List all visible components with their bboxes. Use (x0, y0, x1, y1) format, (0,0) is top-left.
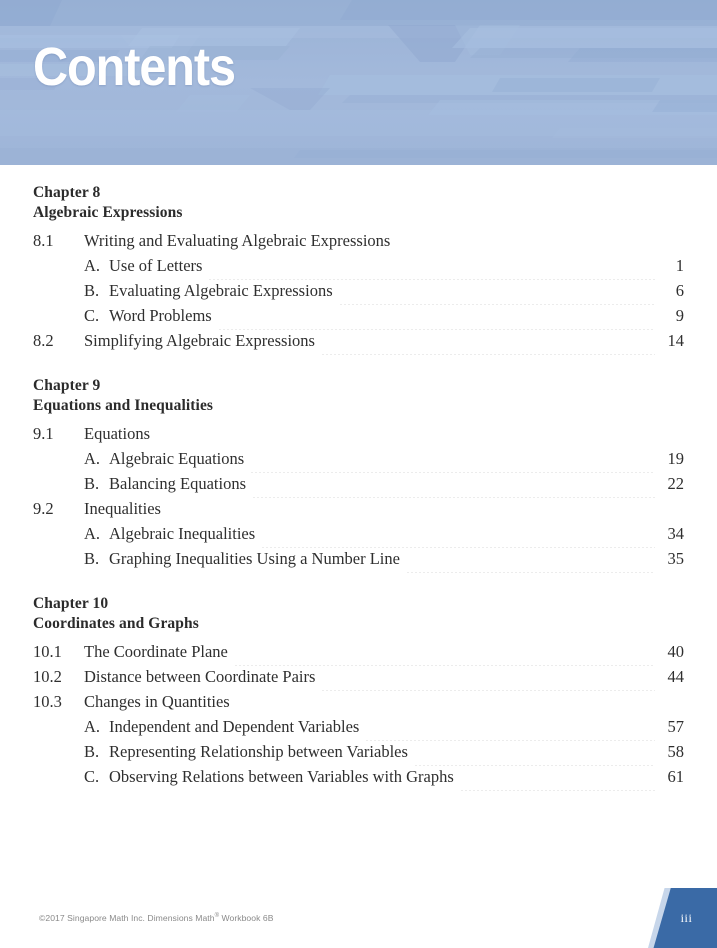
section-spacer (0, 576, 717, 594)
entry-number: A. (84, 523, 101, 543)
entry-number: A. (84, 716, 101, 736)
dot-leader (208, 279, 655, 280)
dot-leader (252, 497, 655, 498)
toc-entry[interactable] (0, 666, 717, 694)
entry-label: Equations (84, 423, 150, 443)
chapter-label: Chapter 8 (33, 184, 101, 201)
dot-leader (261, 547, 655, 548)
entry-number: 8.1 (33, 230, 54, 250)
chapter-title: Algebraic Expressions (33, 204, 183, 222)
dot-leader (365, 740, 655, 741)
toc-entry[interactable] (0, 716, 717, 744)
chapter-heading (33, 594, 717, 635)
entry-label: Distance between Coordinate Pairs (84, 666, 316, 686)
entry-number: A. (84, 255, 101, 275)
entry-number: A. (84, 448, 101, 468)
dot-leader (414, 765, 655, 766)
toc-entry[interactable] (0, 448, 717, 476)
toc-entry[interactable] (0, 305, 717, 333)
entry-page: 61 (667, 766, 684, 786)
toc-entry[interactable] (0, 523, 717, 551)
entry-page: 6 (675, 280, 684, 300)
entry-label: Simplifying Algebraic Expressions (84, 330, 315, 350)
entry-label: Independent and Dependent Variables (109, 716, 360, 736)
entry-number: 10.1 (33, 641, 62, 661)
chapter-title: Coordinates and Graphs (33, 615, 199, 633)
page-number: iii (680, 910, 693, 925)
footer-copyright (39, 913, 273, 923)
entry-number: B. (84, 280, 100, 300)
toc-entry[interactable] (0, 423, 717, 451)
entry-page: 34 (667, 523, 684, 543)
chapter-heading (33, 183, 717, 224)
dot-leader (321, 354, 655, 355)
chapter-heading (33, 376, 717, 417)
entry-label: Algebraic Equations (109, 448, 245, 468)
toc-entry[interactable] (0, 741, 717, 769)
toc-entry[interactable] (0, 473, 717, 501)
chapter-label: Chapter 9 (33, 376, 101, 394)
dot-leader (156, 447, 655, 448)
dot-leader (396, 254, 655, 255)
entry-number: B. (84, 548, 100, 568)
toc-entry[interactable] (0, 498, 717, 526)
entry-number: B. (84, 741, 100, 761)
entry-page: 14 (667, 330, 684, 350)
entry-number: 10.3 (33, 691, 62, 711)
dot-leader (218, 329, 655, 330)
entry-label: Algebraic Inequalities (109, 523, 256, 543)
entry-page: 40 (667, 641, 684, 661)
entry-page: 1 (675, 255, 684, 275)
entry-number: B. (84, 473, 100, 493)
entry-label: Balancing Equations (109, 473, 247, 493)
entry-page: 22 (667, 473, 684, 493)
toc-entry[interactable] (0, 330, 717, 358)
dot-leader (339, 304, 655, 305)
dot-leader (236, 715, 655, 716)
dot-leader (321, 690, 655, 691)
chapter-block (0, 376, 717, 576)
entry-page: 35 (667, 548, 684, 568)
entry-page: 9 (675, 305, 684, 325)
entry-label: Evaluating Algebraic Expressions (109, 280, 333, 300)
copyright-suffix: Workbook 6B (219, 913, 274, 923)
entry-number: 8.2 (33, 330, 54, 350)
page-number-corner-tab (648, 888, 717, 948)
dot-leader (460, 790, 655, 791)
dot-leader (250, 472, 655, 473)
entry-page: 44 (667, 666, 684, 686)
section-spacer (0, 358, 717, 376)
chapter-entries (0, 230, 717, 358)
registered-mark-icon: ® (214, 913, 220, 920)
entry-number: 10.2 (33, 666, 62, 686)
entry-number: C. (84, 766, 100, 786)
entry-label: Observing Relations between Variables with Graphs (109, 766, 454, 786)
entry-number: 9.1 (33, 423, 54, 443)
chapter-block (0, 594, 717, 794)
entry-page: 57 (667, 716, 684, 736)
entry-page: 19 (667, 448, 684, 468)
entry-page: 58 (667, 741, 684, 761)
entry-number: 9.2 (33, 498, 54, 518)
entry-label: Representing Relationship between Variables (109, 741, 408, 761)
toc-entry[interactable] (0, 230, 717, 258)
dot-leader (234, 665, 655, 666)
entry-label: Use of Letters (109, 255, 203, 275)
entry-label: Writing and Evaluating Algebraic Expressions (84, 230, 391, 250)
table-of-contents (0, 165, 717, 794)
toc-entry[interactable] (0, 641, 717, 669)
entry-label: Changes in Quantities (84, 691, 230, 711)
entry-label: Graphing Inequalities Using a Number Line (109, 548, 400, 568)
toc-entry[interactable] (0, 548, 717, 576)
entry-label: Inequalities (84, 498, 161, 518)
toc-entry[interactable] (0, 255, 717, 283)
chapter-block (0, 165, 717, 358)
page-title: Contents (33, 37, 235, 97)
dot-leader (167, 522, 655, 523)
copyright-text: ©2017 Singapore Math Inc. Dimensions Math (39, 913, 215, 923)
entry-label: Word Problems (109, 305, 212, 325)
toc-entry[interactable] (0, 280, 717, 308)
toc-entry[interactable] (0, 691, 717, 719)
chapter-label: Chapter 10 (33, 594, 109, 612)
chapter-title: Equations and Inequalities (33, 397, 214, 415)
entry-number: C. (84, 305, 100, 325)
chapter-entries (0, 641, 717, 794)
page-header-banner (0, 0, 717, 165)
dot-leader (406, 572, 655, 573)
chapter-entries (0, 423, 717, 576)
entry-label: The Coordinate Plane (84, 641, 228, 661)
toc-entry[interactable] (0, 766, 717, 794)
